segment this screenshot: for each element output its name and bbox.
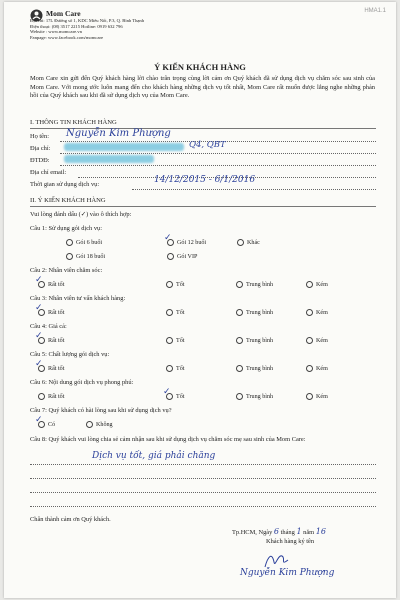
brand-name: Mom Care [46,9,81,18]
question-2: Câu 2: Nhân viên chăm sóc: [30,267,103,274]
q2-option-poor[interactable] [306,281,328,288]
option-label: Trung bình [246,309,274,316]
radio-icon [236,393,243,400]
option-label: Trung bình [246,393,274,400]
q6-option-average[interactable] [236,393,273,400]
radio-icon [236,309,243,316]
question-4: Câu 4: Giá cả: [30,323,67,330]
option-18-sessions[interactable] [66,253,105,260]
q4-option-poor[interactable] [306,337,328,344]
option-label: Gói 18 buổi [76,253,106,260]
radio-icon [86,421,93,428]
place-label: Tp.HCM, [232,529,257,536]
checkmark-icon: ✓ [35,331,43,341]
option-label: Có [48,421,56,428]
radio-icon [236,365,243,372]
divider [30,206,376,207]
address-line [60,153,376,154]
option-label: Không [96,421,113,428]
option-label: Gói VIP [177,253,198,260]
month-handwritten[interactable]: 1 [296,527,302,536]
q5-option-poor[interactable] [306,365,328,372]
signature-name: Nguyễn Kim Phượng [240,568,335,578]
option-label: Kém [316,281,328,288]
corner-note: HMA1.1 [364,8,386,14]
radio-icon [166,337,173,344]
question-7: Câu 7: Quý khách có hài lòng sau khi sử dụng dịch vụ? [30,407,172,414]
comment-line [30,506,376,507]
comment-line [30,478,376,479]
option-6-sessions[interactable] [66,239,102,246]
question-6: Câu 6: Nội dung gói dịch vụ phong phú: [30,379,134,386]
option-label: Kém [316,309,328,316]
q4-option-average[interactable] [236,337,273,344]
question-8: Câu 8: Quý khách vui lòng chia sẻ cảm nhận sau khi sử dụng dịch vụ chăm sóc mẹ sau sinh của Mom Care: [30,436,306,443]
checkmark-icon: ✓ [35,303,43,313]
q5-option-good[interactable] [166,365,184,372]
usage-time-label: Thời gian sử dụng dịch vụ: [30,181,100,188]
option-label: Trung bình [246,281,274,288]
q2-option-average[interactable] [236,281,273,288]
header-address: Địa chỉ: 17L Đường số 1, KDC Miếu Nổi, P.3, Q. Bình Thạnh [30,18,145,23]
option-label: Rất tốt [48,393,65,400]
redacted-address [64,143,184,151]
feedback-instruction: Vui lòng đánh dấu (✓) vào ô thích hợp: [30,211,132,218]
header-website: Website : www.momcare.vn [30,29,82,34]
checkmark-icon: ✓ [35,275,43,285]
option-12-sessions[interactable] [167,239,206,246]
option-label: Tốt [176,281,185,288]
q4-option-good[interactable] [166,337,184,344]
radio-icon [306,309,313,316]
radio-icon [66,239,73,246]
date-line [232,527,326,536]
redacted-phone [64,155,154,163]
section-customer-info-heading: I. THÔNG TIN KHÁCH HÀNG [30,119,117,126]
question-3: Câu 3: Nhân viên tư vấn khách hàng: [30,295,126,302]
radio-icon [166,281,173,288]
question-1: Câu 1: Sử dụng gói dịch vụ: [30,225,102,232]
day-handwritten[interactable]: 6 [273,527,280,536]
section-feedback-heading: II. Ý KIẾN KHÁCH HÀNG [30,197,106,204]
radio-icon [167,253,174,260]
question-5: Câu 5: Chất lượng gói dịch vụ: [30,351,110,358]
phone-label: ĐTDĐ: [30,157,50,164]
comment-handwritten[interactable]: Dịch vụ tốt, giá phải chăng [92,451,216,461]
q2-option-good[interactable] [166,281,184,288]
q3-option-average[interactable] [236,309,273,316]
q6-option-poor[interactable] [306,393,328,400]
option-label: Khác [247,239,260,246]
signature-caption: Khách hàng ký tên [266,538,315,545]
radio-icon [66,253,73,260]
header-phone: Điện thoại: (08) 3517 2215 Hotline: 0919 632 796 [30,23,123,29]
option-label: Rất tốt [48,365,65,372]
radio-icon [236,337,243,344]
option-label: Gói 6 buổi [76,239,103,246]
feedback-form-page [4,2,396,598]
q3-option-poor[interactable] [306,309,328,316]
option-label: Trung bình [246,365,274,372]
radio-icon [306,393,313,400]
option-label: Kém [316,337,328,344]
intro-paragraph: Mom Care xin gửi đến Quý khách hàng lời chào trân trọng cùng lời cảm ơn Quý khách đã sử dụng dịch vụ chăm sóc sau sinh của Mom Care. Với mong ước luôn mang đến cho khách hàng những dịch vụ tốt nhất, Mom Care rất muốn được lắng nghe những phản hồi của Quý khách sau khi đã sử dụng dịch vụ của Mom Care. [30,75,375,100]
name-handwritten[interactable]: Nguyễn Kim Phượng [66,128,171,139]
header-fanpage: Fanpage: www.facebook.com/momcare [30,34,104,40]
radio-icon [237,239,244,246]
thank-you-text: Chân thành cảm ơn Quý khách. [30,516,111,523]
option-label: Tốt [176,309,185,316]
usage-time-line [132,189,376,190]
option-label: Tốt [176,365,185,372]
year-label: năm [303,529,315,536]
checkmark-icon: ✓ [163,387,171,397]
option-label: Trung bình [246,337,274,344]
option-label: Kém [316,393,328,400]
q5-option-average[interactable] [236,365,273,372]
name-label: Họ tên: [30,133,49,140]
option-label: Gói 12 buổi [177,239,207,246]
form-title: Ý KIẾN KHÁCH HÀNG [154,62,246,72]
q6-option-very-good[interactable] [38,393,64,400]
usage-time-handwritten[interactable]: 14/12/2015 - 6/1/2016 [154,175,256,185]
radio-icon [306,281,313,288]
option-label: Rất tốt [48,309,65,316]
year-handwritten[interactable]: 16 [315,527,326,536]
radio-icon [38,393,45,400]
month-label: tháng [280,529,295,536]
checkmark-icon: ✓ [164,233,172,243]
q7-option-no[interactable] [86,421,113,428]
radio-icon [236,281,243,288]
radio-icon [306,337,313,344]
q3-option-good[interactable] [166,309,184,316]
checkmark-icon: ✓ [35,415,43,425]
option-label: Rất tốt [48,337,65,344]
address-handwritten[interactable]: Q4, QBT [189,140,226,150]
radio-icon [306,365,313,372]
checkmark-icon: ✓ [35,359,43,369]
option-vip[interactable] [167,253,197,260]
option-label: Kém [316,365,328,372]
phone-line [60,165,376,166]
option-label: Tốt [176,337,185,344]
address-label: Địa chỉ: [30,145,51,152]
radio-icon [166,365,173,372]
comment-line [30,464,376,465]
radio-icon [166,309,173,316]
email-label: Địa chỉ email: [30,169,67,176]
option-label: Rất tốt [48,281,65,288]
day-label: Ngày [258,529,273,536]
option-label: Tốt [176,393,185,400]
comment-line [30,492,376,493]
option-other[interactable] [237,239,260,246]
